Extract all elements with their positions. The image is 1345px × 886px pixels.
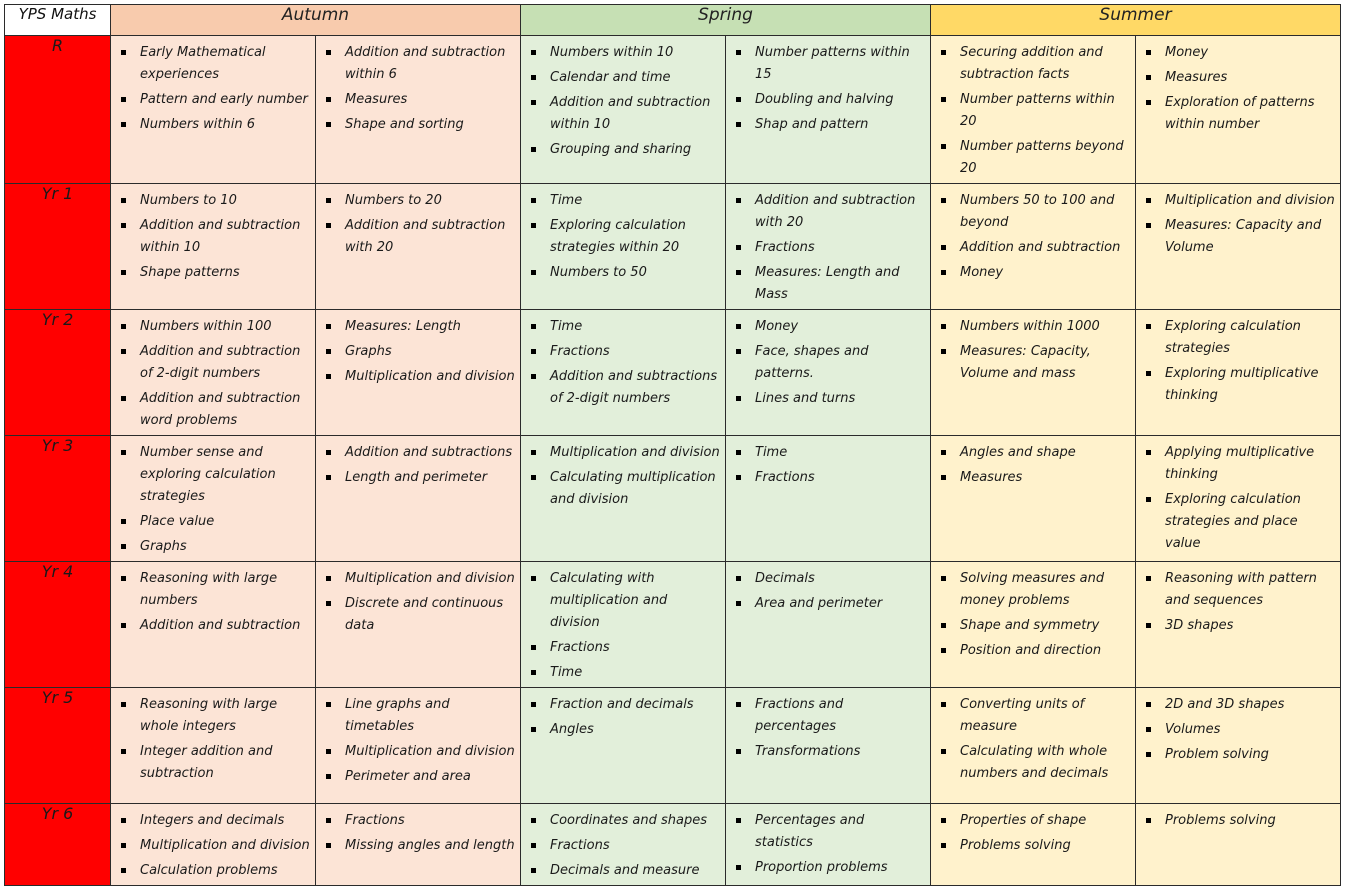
- topic-cell: [111, 562, 316, 688]
- topic-item: Fractions: [734, 467, 926, 489]
- topic-cell: [1136, 804, 1341, 886]
- topic-cell: [521, 184, 726, 310]
- topic-list: [931, 804, 1135, 857]
- table-row: [5, 688, 1341, 804]
- topic-item: 2D and 3D shapes: [1144, 694, 1336, 716]
- topic-cell: [521, 804, 726, 886]
- year-label: Yr 3: [5, 436, 111, 562]
- topic-cell: [111, 36, 316, 184]
- topic-cell: [316, 804, 521, 886]
- topic-list: [111, 310, 315, 432]
- table-row: [5, 436, 1341, 562]
- topic-item: Problems solving: [1144, 810, 1336, 832]
- season-header-autumn: Autumn: [111, 5, 521, 36]
- topic-list: [1136, 184, 1340, 259]
- topic-list: [316, 688, 520, 788]
- topic-item: Numbers 50 to 100 and beyond: [939, 190, 1131, 234]
- year-label: Yr 2: [5, 310, 111, 436]
- topic-item: Properties of shape: [939, 810, 1131, 832]
- topic-item: Reasoning with large whole integers: [119, 694, 311, 738]
- topic-item: Addition and subtraction within 6: [324, 42, 516, 86]
- table-row: [5, 804, 1341, 886]
- topic-list: [931, 688, 1135, 785]
- topic-item: Missing angles and length: [324, 835, 516, 857]
- topic-item: Integers and decimals: [119, 810, 311, 832]
- topic-item: Multiplication and division: [1144, 190, 1336, 212]
- topic-list: [111, 184, 315, 284]
- topic-item: Length and perimeter: [324, 467, 516, 489]
- topic-item: Shape patterns: [119, 262, 311, 284]
- topic-item: Calculating with whole numbers and decimals: [939, 741, 1131, 785]
- topic-item: Numbers to 10: [119, 190, 311, 212]
- topic-item: Addition and subtraction within 10: [119, 215, 311, 259]
- topic-item: Calculating multiplication and division: [529, 467, 721, 511]
- year-label: R: [5, 36, 111, 184]
- topic-item: Numbers within 100: [119, 316, 311, 338]
- topic-item: Numbers to 20: [324, 190, 516, 212]
- topic-item: Decimals: [734, 568, 926, 590]
- topic-cell: [726, 36, 931, 184]
- topic-list: [111, 436, 315, 558]
- topic-item: Fractions: [324, 810, 516, 832]
- topic-cell: [111, 310, 316, 436]
- topic-item: Multiplication and division: [324, 366, 516, 388]
- topic-item: Integer addition and subtraction: [119, 741, 311, 785]
- topic-cell: [1136, 436, 1341, 562]
- topic-item: Exploring multiplicative thinking: [1144, 363, 1336, 407]
- topic-list: [316, 562, 520, 637]
- topic-list: [1136, 436, 1340, 555]
- topic-item: Percentages and statistics: [734, 810, 926, 854]
- topic-cell: [111, 688, 316, 804]
- topic-item: Graphs: [324, 341, 516, 363]
- topic-item: Multiplication and division: [324, 741, 516, 763]
- topic-list: [726, 804, 930, 879]
- season-header-spring: Spring: [521, 5, 931, 36]
- topic-list: [931, 436, 1135, 489]
- topic-item: Grouping and sharing: [529, 139, 721, 161]
- topic-item: Multiplication and division: [324, 568, 516, 590]
- topic-cell: [521, 310, 726, 436]
- topic-item: Lines and turns: [734, 388, 926, 410]
- year-label: Yr 5: [5, 688, 111, 804]
- topic-cell: [1136, 562, 1341, 688]
- topic-cell: [316, 436, 521, 562]
- topic-item: Numbers within 1000: [939, 316, 1131, 338]
- topic-cell: [111, 436, 316, 562]
- topic-item: Calendar and time: [529, 67, 721, 89]
- topic-item: Time: [734, 442, 926, 464]
- topic-item: Solving measures and money problems: [939, 568, 1131, 612]
- topic-item: Coordinates and shapes: [529, 810, 721, 832]
- topic-list: [726, 688, 930, 763]
- topic-cell: [521, 36, 726, 184]
- topic-cell: [316, 688, 521, 804]
- topic-item: Number patterns beyond 20: [939, 136, 1131, 180]
- header-row: [5, 5, 1341, 36]
- topic-cell: [726, 688, 931, 804]
- topic-item: Applying multiplicative thinking: [1144, 442, 1336, 486]
- topic-cell: [1136, 688, 1341, 804]
- topic-cell: [1136, 310, 1341, 436]
- topic-item: Transformations: [734, 741, 926, 763]
- topic-item: Addition and subtraction: [939, 237, 1131, 259]
- topic-cell: [931, 688, 1136, 804]
- topic-list: [521, 310, 725, 410]
- year-label: Yr 6: [5, 804, 111, 886]
- topic-list: [316, 36, 520, 136]
- topic-item: Angles: [529, 719, 721, 741]
- topic-item: Fraction and decimals: [529, 694, 721, 716]
- topic-cell: [726, 804, 931, 886]
- topic-cell: [521, 562, 726, 688]
- topic-item: Addition and subtraction with 20: [734, 190, 926, 234]
- topic-item: Numbers to 50: [529, 262, 721, 284]
- topic-item: Multiplication and division: [119, 835, 311, 857]
- topic-item: Decimals and measure: [529, 860, 721, 882]
- topic-cell: [931, 436, 1136, 562]
- topic-item: Perimeter and area: [324, 766, 516, 788]
- topic-cell: [726, 436, 931, 562]
- topic-list: [1136, 688, 1340, 766]
- topic-item: Exploring calculation strategies within 20: [529, 215, 721, 259]
- table-title: YPS Maths: [5, 5, 111, 36]
- topic-cell: [1136, 36, 1341, 184]
- topic-item: Fractions: [529, 341, 721, 363]
- topic-cell: [726, 310, 931, 436]
- year-label: Yr 4: [5, 562, 111, 688]
- topic-item: Shape and sorting: [324, 114, 516, 136]
- topic-list: [316, 310, 520, 388]
- topic-cell: [316, 36, 521, 184]
- topic-item: Measures: Length: [324, 316, 516, 338]
- topic-list: [521, 436, 725, 511]
- topic-list: [1136, 310, 1340, 407]
- topic-list: [931, 36, 1135, 180]
- topic-item: Doubling and halving: [734, 89, 926, 111]
- topic-list: [931, 562, 1135, 662]
- topic-item: Securing addition and subtraction facts: [939, 42, 1131, 86]
- topic-list: [521, 804, 725, 882]
- topic-cell: [931, 804, 1136, 886]
- topic-item: Measures: [939, 467, 1131, 489]
- topic-item: Exploring calculation strategies and place value: [1144, 489, 1336, 555]
- topic-cell: [1136, 184, 1341, 310]
- topic-cell: [726, 562, 931, 688]
- topic-item: Number patterns within 20: [939, 89, 1131, 133]
- topic-item: Addition and subtraction: [119, 615, 311, 637]
- topic-cell: [316, 310, 521, 436]
- table-row: [5, 36, 1341, 184]
- topic-item: Numbers within 6: [119, 114, 311, 136]
- topic-item: Money: [939, 262, 1131, 284]
- curriculum-table: [4, 4, 1341, 886]
- topic-item: Face, shapes and patterns.: [734, 341, 926, 385]
- table-row: [5, 310, 1341, 436]
- topic-item: Discrete and continuous data: [324, 593, 516, 637]
- topic-item: Addition and subtraction with 20: [324, 215, 516, 259]
- season-header-summer: Summer: [931, 5, 1341, 36]
- topic-item: Addition and subtraction word problems: [119, 388, 311, 432]
- topic-item: Reasoning with large numbers: [119, 568, 311, 612]
- topic-cell: [931, 562, 1136, 688]
- topic-item: Area and perimeter: [734, 593, 926, 615]
- topic-item: Addition and subtractions: [324, 442, 516, 464]
- topic-item: Measures: Length and Mass: [734, 262, 926, 306]
- topic-cell: [521, 436, 726, 562]
- topic-cell: [931, 310, 1136, 436]
- topic-list: [316, 184, 520, 259]
- topic-item: Measures: Capacity and Volume: [1144, 215, 1336, 259]
- topic-cell: [521, 688, 726, 804]
- topic-list: [521, 562, 725, 684]
- topic-item: Time: [529, 316, 721, 338]
- table-row: [5, 562, 1341, 688]
- topic-item: Money: [1144, 42, 1336, 64]
- topic-cell: [931, 184, 1136, 310]
- topic-item: Fractions: [734, 237, 926, 259]
- topic-item: Calculating with multiplication and division: [529, 568, 721, 634]
- topic-item: Place value: [119, 511, 311, 533]
- topic-item: Measures: Capacity, Volume and mass: [939, 341, 1131, 385]
- topic-item: Multiplication and division: [529, 442, 721, 464]
- topic-item: Number patterns within 15: [734, 42, 926, 86]
- topic-item: Shape and symmetry: [939, 615, 1131, 637]
- topic-item: Money: [734, 316, 926, 338]
- topic-item: Addition and subtractions of 2-digit numbers: [529, 366, 721, 410]
- topic-list: [316, 804, 520, 857]
- topic-list: [726, 562, 930, 615]
- topic-item: Converting units of measure: [939, 694, 1131, 738]
- topic-list: [726, 36, 930, 136]
- topic-item: Graphs: [119, 536, 311, 558]
- year-label: Yr 1: [5, 184, 111, 310]
- topic-list: [111, 562, 315, 637]
- topic-item: Addition and subtraction within 10: [529, 92, 721, 136]
- topic-list: [1136, 804, 1340, 832]
- topic-list: [931, 310, 1135, 385]
- topic-list: [1136, 36, 1340, 136]
- topic-item: Problems solving: [939, 835, 1131, 857]
- topic-item: Numbers within 10: [529, 42, 721, 64]
- topic-item: Addition and subtraction of 2-digit numbers: [119, 341, 311, 385]
- topic-list: [726, 436, 930, 489]
- topic-item: Fractions: [529, 835, 721, 857]
- topic-cell: [316, 184, 521, 310]
- topic-list: [521, 688, 725, 741]
- topic-item: Line graphs and timetables: [324, 694, 516, 738]
- topic-list: [111, 36, 315, 136]
- topic-list: [931, 184, 1135, 284]
- topic-cell: [931, 36, 1136, 184]
- topic-list: [726, 310, 930, 410]
- topic-list: [316, 436, 520, 489]
- topic-item: Fractions: [529, 637, 721, 659]
- topic-item: Fractions and percentages: [734, 694, 926, 738]
- topic-item: Number sense and exploring calculation strategies: [119, 442, 311, 508]
- topic-item: Calculation problems: [119, 860, 311, 882]
- topic-item: Proportion problems: [734, 857, 926, 879]
- topic-list: [521, 36, 725, 161]
- table-row: [5, 184, 1341, 310]
- topic-item: Exploring calculation strategies: [1144, 316, 1336, 360]
- topic-list: [726, 184, 930, 306]
- topic-cell: [111, 184, 316, 310]
- topic-item: Early Mathematical experiences: [119, 42, 311, 86]
- topic-item: 3D shapes: [1144, 615, 1336, 637]
- topic-cell: [111, 804, 316, 886]
- topic-cell: [316, 562, 521, 688]
- topic-cell: [726, 184, 931, 310]
- topic-item: Pattern and early number: [119, 89, 311, 111]
- topic-item: Time: [529, 190, 721, 212]
- topic-item: Exploration of patterns within number: [1144, 92, 1336, 136]
- topic-item: Volumes: [1144, 719, 1336, 741]
- topic-item: Position and direction: [939, 640, 1131, 662]
- table-body: [5, 36, 1341, 886]
- topic-list: [521, 184, 725, 284]
- topic-item: Measures: [324, 89, 516, 111]
- topic-list: [111, 804, 315, 882]
- topic-list: [1136, 562, 1340, 637]
- topic-list: [111, 688, 315, 785]
- topic-item: Shap and pattern: [734, 114, 926, 136]
- topic-item: Problem solving: [1144, 744, 1336, 766]
- topic-item: Reasoning with pattern and sequences: [1144, 568, 1336, 612]
- topic-item: Measures: [1144, 67, 1336, 89]
- topic-item: Angles and shape: [939, 442, 1131, 464]
- topic-item: Time: [529, 662, 721, 684]
